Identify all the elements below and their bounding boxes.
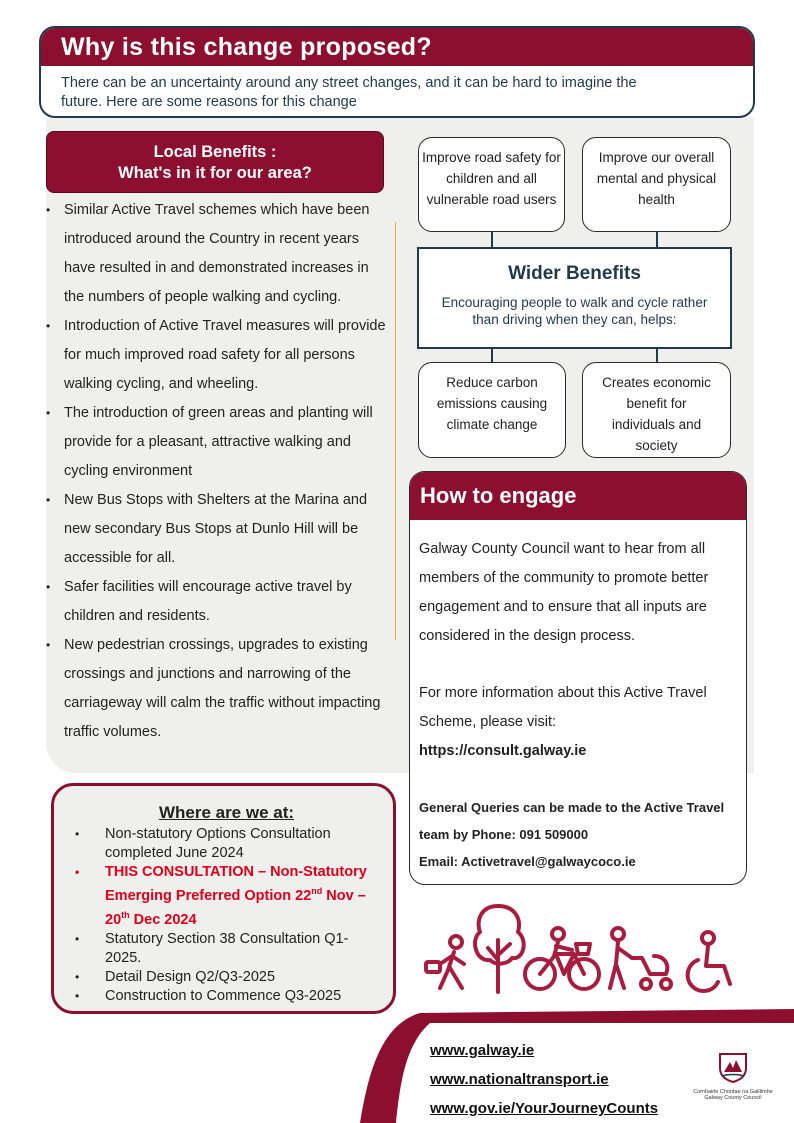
list-item: • Statutory Section 38 Consultation Q1-2025. bbox=[70, 930, 383, 968]
link-yourjourneycounts[interactable]: www.gov.ie/YourJourneyCounts bbox=[430, 1100, 659, 1117]
local-benefits-heading-line2: What's in it for our area? bbox=[118, 164, 312, 182]
engage-paragraph: For more information about this Active Travel Scheme, please visit: bbox=[419, 685, 707, 730]
logo-english-name: Galway County Council bbox=[704, 1095, 762, 1101]
list-item: • Safer facilities will encourage active travel by children and residents. bbox=[46, 573, 386, 631]
footer-swoosh bbox=[0, 1005, 794, 1123]
connector-line bbox=[656, 232, 658, 247]
crest-icon bbox=[716, 1050, 750, 1084]
list-item: • Construction to Commence Q3-2025 bbox=[70, 987, 383, 1006]
local-benefits-heading-line1: Local Benefits : bbox=[153, 143, 277, 161]
benefit-road-safety: Improve road safety for children and all vulnerable road users bbox=[418, 137, 565, 232]
list-item: • New pedestrian crossings, upgrades to existing crossings and junctions and narrowing of the carriageway will calm the traffic without impacting traffic volumes. bbox=[46, 631, 386, 747]
wider-benefits-title: Wider Benefits bbox=[508, 263, 641, 284]
consult-link[interactable]: https://consult.galway.ie bbox=[419, 743, 587, 759]
list-item: • New Bus Stops with Shelters at the Marina and new secondary Bus Stops at Dunlo Hill will be accessible for all. bbox=[46, 486, 386, 573]
logo-irish-name: Comhairle Chontae na Gaillimhe bbox=[693, 1089, 773, 1095]
connector-line bbox=[491, 349, 493, 362]
engage-title: How to engage bbox=[420, 483, 577, 508]
divider-line bbox=[395, 222, 396, 640]
where-are-we-box bbox=[51, 783, 396, 1014]
header-bar bbox=[41, 28, 753, 66]
where-title: Where are we at: bbox=[158, 803, 295, 822]
list-item: • The introduction of green areas and planting will provide for a pleasant, attractive walking and cycling environment bbox=[46, 399, 386, 486]
connector-line bbox=[491, 232, 493, 247]
list-item: • Introduction of Active Travel measures will provide for much improved road safety for all persons walking cycling, and wheeling. bbox=[46, 312, 386, 399]
engage-body bbox=[410, 520, 746, 875]
council-logo bbox=[693, 1050, 773, 1114]
list-item: • Detail Design Q2/Q3-2025 bbox=[70, 968, 383, 987]
timeline-list bbox=[70, 825, 383, 1006]
list-item: • Non-statutory Options Consultation completed June 2024 bbox=[70, 825, 383, 863]
email-text: Email: Activetravel@galwaycoco.ie bbox=[419, 854, 636, 869]
local-benefits-list bbox=[46, 196, 386, 747]
walking-person-icon bbox=[426, 936, 464, 988]
list-item-current: • THIS CONSULTATION – Non-Statutory Emerging Preferred Option 22nd Nov – 20th Dec 2024 bbox=[70, 863, 383, 930]
person-with-pram-icon bbox=[610, 928, 671, 989]
cyclist-icon bbox=[525, 928, 599, 989]
header-box bbox=[39, 26, 755, 118]
link-nationaltransport[interactable]: www.nationaltransport.ie bbox=[430, 1071, 609, 1088]
footer-links bbox=[430, 1036, 658, 1123]
engage-bar bbox=[410, 472, 746, 520]
tree-icon bbox=[475, 906, 524, 992]
engage-box bbox=[409, 471, 747, 885]
page-title: Why is this change proposed? bbox=[61, 32, 432, 61]
benefit-health: Improve our overall mental and physical health bbox=[582, 137, 731, 232]
benefit-economic: Creates economic benefit for individuals and society bbox=[582, 362, 731, 458]
wheelchair-user-icon bbox=[688, 932, 730, 991]
active-travel-icons bbox=[418, 900, 738, 1000]
wider-benefits-subtitle: Encouraging people to walk and cycle rather than driving when they can, helps: bbox=[441, 295, 708, 327]
connector-line bbox=[656, 349, 658, 362]
wider-benefits-box bbox=[417, 247, 732, 349]
queries-text: General Queries can be made to the Active Travel team by Phone: 091 509000 bbox=[419, 800, 725, 842]
header-subtitle: There can be an uncertainty around any street changes, and it can be hard to imagine the future. Here are some reasons for this change bbox=[61, 75, 637, 110]
link-galway[interactable]: www.galway.ie bbox=[430, 1042, 535, 1059]
list-item: • Similar Active Travel schemes which have been introduced around the Country in recent years have resulted in and demonstrated increases in the numbers of people walking and cycling. bbox=[46, 196, 386, 312]
local-benefits-heading bbox=[46, 131, 384, 193]
benefit-carbon: Reduce carbon emissions causing climate change bbox=[418, 362, 566, 458]
engage-paragraph: Galway County Council want to hear from all members of the community to promote better engagement and to ensure that all inputs are considered in the design process. bbox=[419, 541, 709, 644]
